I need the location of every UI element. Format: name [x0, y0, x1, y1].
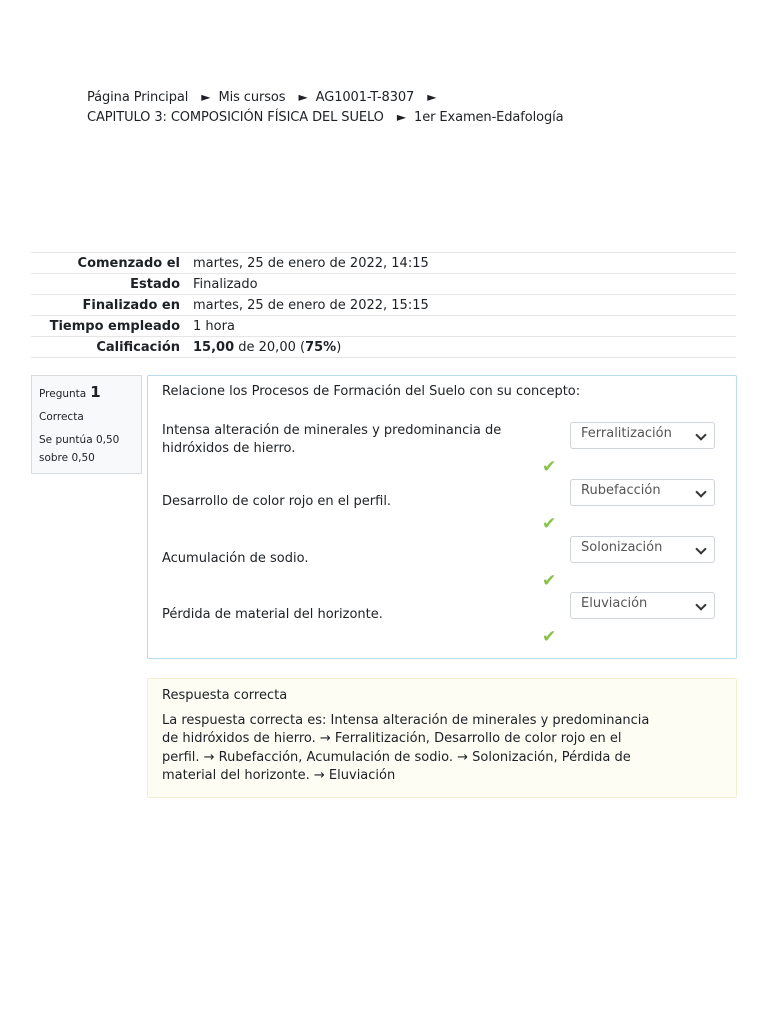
breadcrumb-separator: ►	[298, 90, 308, 104]
check-icon: ✔	[542, 514, 557, 534]
select-value: Eluviación	[581, 596, 648, 611]
match-answer-select[interactable]	[570, 422, 715, 449]
select-value: Rubefacción	[581, 483, 661, 498]
summary-row-finished	[31, 295, 736, 316]
question-label: Pregunta	[39, 388, 87, 400]
feedback-box	[147, 678, 737, 798]
chevron-down-icon	[695, 543, 706, 554]
summary-value: martes, 25 de enero de 2022, 14:15	[193, 255, 429, 271]
summary-label: Finalizado en	[82, 297, 180, 313]
grade-score: 15,00	[193, 339, 235, 355]
question-text: Relacione los Procesos de Formación del Suelo con su concepto:	[162, 384, 581, 399]
summary-value: 1 hora	[193, 318, 235, 334]
match-stem: Desarrollo de color rojo en el perfil.	[162, 494, 392, 509]
summary-grade-value	[187, 337, 736, 358]
summary-row-started	[31, 253, 736, 274]
breadcrumb-exam-link[interactable]: 1er Examen-Edafología	[414, 109, 564, 125]
breadcrumb-row-2	[87, 108, 564, 128]
summary-row-time-taken	[31, 316, 736, 337]
question-formulation	[147, 375, 737, 659]
check-icon: ✔	[542, 627, 557, 647]
match-row	[162, 479, 722, 535]
match-answer-select[interactable]	[570, 536, 715, 563]
check-icon: ✔	[542, 457, 557, 477]
select-value: Solonización	[581, 540, 663, 555]
breadcrumb-my-courses-link[interactable]: Mis cursos	[218, 90, 286, 105]
grade-close: )	[336, 339, 342, 355]
summary-label: Estado	[130, 276, 180, 292]
match-stem: Acumulación de sodio.	[162, 551, 309, 566]
summary-value: martes, 25 de enero de 2022, 15:15	[193, 297, 429, 313]
breadcrumb-separator: ►	[201, 90, 211, 104]
summary-label: Comenzado el	[77, 255, 180, 271]
match-stem: Intensa alteración de minerales y predominancia de hidróxidos de hierro.	[162, 423, 502, 456]
feedback-title: Respuesta correcta	[162, 688, 288, 703]
breadcrumb	[87, 88, 564, 127]
question-number-line	[39, 381, 134, 404]
summary-label: Calificación	[96, 339, 180, 355]
summary-row-state	[31, 274, 736, 295]
grade-max: de 20,00 (	[234, 339, 306, 355]
attempt-summary-table	[31, 252, 736, 358]
chevron-down-icon	[695, 429, 706, 440]
question-info-box	[31, 375, 142, 474]
question-state: Correcta	[39, 410, 84, 423]
match-row	[162, 592, 722, 648]
select-value: Ferralitización	[581, 426, 672, 441]
match-row	[162, 536, 722, 592]
summary-row-grade	[31, 337, 736, 358]
breadcrumb-row-1	[87, 88, 564, 108]
correct-answer-text: La respuesta correcta es: Intensa alteración de minerales y predominancia de hidróxidos de hierro. → Ferralitización, Desarrollo de color rojo en el perfil. → Rubefacción, Acumulación de sodio. → Solonización, Pérdida de material del horizonte. → Eluviación	[162, 712, 650, 783]
match-row	[162, 422, 722, 478]
question-number: 1	[90, 383, 101, 401]
match-stem: Pérdida de material del horizonte.	[162, 607, 383, 622]
question-grade: Se puntúa 0,50 sobre 0,50	[39, 434, 120, 464]
chevron-down-icon	[695, 486, 706, 497]
match-answer-select[interactable]	[570, 592, 715, 619]
grade-percent: 75%	[305, 339, 337, 355]
breadcrumb-separator: ►	[396, 109, 406, 124]
summary-value: Finalizado	[193, 276, 258, 292]
summary-label: Tiempo empleado	[49, 318, 180, 334]
chevron-down-icon	[695, 599, 706, 610]
breadcrumb-separator: ►	[427, 90, 437, 104]
match-answer-select[interactable]	[570, 479, 715, 506]
breadcrumb-chapter-link[interactable]: CAPITULO 3: COMPOSICIÓN FÍSICA DEL SUELO	[87, 109, 384, 125]
breadcrumb-course-link[interactable]: AG1001-T-8307	[315, 90, 415, 105]
breadcrumb-home-link[interactable]: Página Principal	[87, 90, 189, 105]
check-icon: ✔	[542, 571, 557, 591]
